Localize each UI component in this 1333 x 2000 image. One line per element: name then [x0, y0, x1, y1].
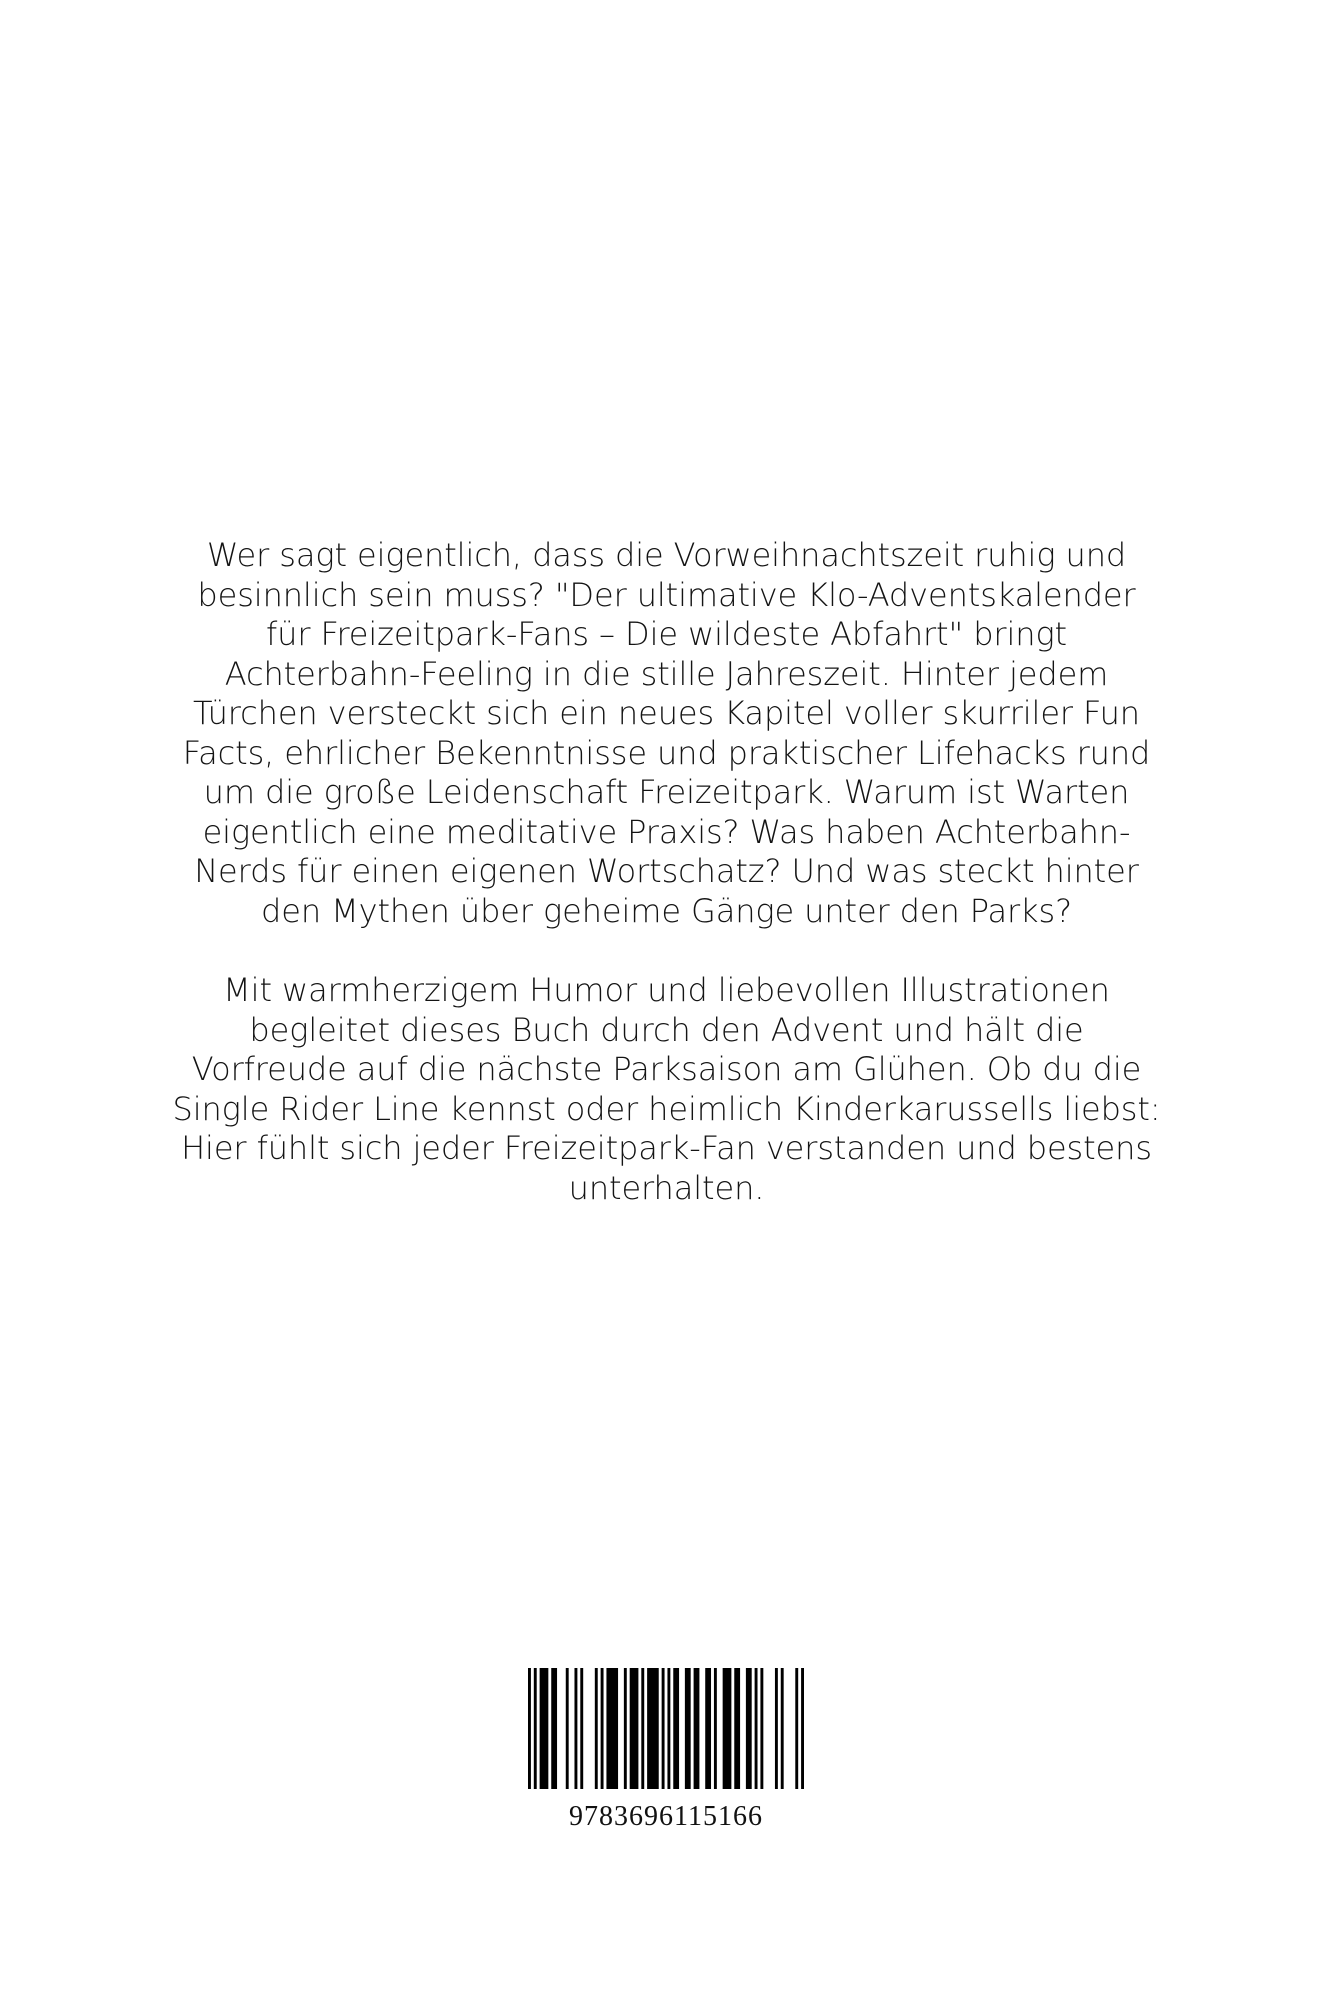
barcode-bar — [606, 1668, 618, 1789]
barcode-bar — [551, 1668, 557, 1789]
barcode-bar — [714, 1668, 717, 1789]
blurb-line: Mit warmherzigem Humor und liebevollen Illustrationen — [223, 971, 1110, 1009]
barcode-bar — [601, 1668, 604, 1789]
blurb-paragraph-1 — [150, 536, 1183, 931]
barcode-bar — [755, 1668, 758, 1789]
blurb-line: eigentlich eine meditative Praxis? Was haben Achterbahn- — [202, 812, 1131, 851]
blurb-line: Hier fühlt sich jeder Freizeitpark-Fan verstanden und bestens — [181, 1129, 1152, 1167]
barcode-bar — [528, 1668, 531, 1789]
barcode-bar — [685, 1668, 691, 1789]
barcode-bar — [760, 1668, 763, 1789]
barcode-bar — [734, 1668, 740, 1789]
barcode-bar — [694, 1668, 700, 1789]
blurb-line: Facts, ehrlicher Bekenntnisse und praktischer Lifehacks rund — [182, 733, 1151, 772]
barcode-bar — [534, 1668, 537, 1789]
blurb-line: Vorfreude auf die nächste Parksaison am Glühen. Ob du die — [191, 1050, 1142, 1088]
blurb-paragraph-2 — [150, 971, 1183, 1208]
barcode-bar — [667, 1668, 670, 1789]
barcode-bar — [705, 1668, 711, 1789]
barcode-bar — [630, 1668, 639, 1789]
barcode-bar — [775, 1668, 778, 1789]
barcode-bar — [795, 1668, 798, 1789]
barcode-bars — [528, 1668, 804, 1789]
blurb-line: begleitet dieses Buch durch den Advent und hält die — [249, 1010, 1084, 1049]
blurb-line: Nerds für einen eigenen Wortschatz? Und was steckt hinter — [194, 852, 1139, 890]
blurb-line: unterhalten. — [568, 1168, 765, 1207]
barcode-bar — [574, 1668, 577, 1789]
barcode-bar — [673, 1668, 679, 1789]
barcode-bar — [801, 1668, 804, 1789]
blurb-line: Single Rider Line kennst oder heimlich Kinderkarussells liebst: — [172, 1089, 1161, 1128]
barcode — [528, 1668, 804, 1833]
barcode-bar — [746, 1668, 752, 1789]
barcode-bar — [566, 1668, 569, 1789]
blurb-line: Türchen versteckt sich ein neues Kapitel voller skurriler Fun — [193, 694, 1140, 732]
barcode-bar — [723, 1668, 732, 1789]
barcode-bar — [595, 1668, 598, 1789]
barcode-bar — [540, 1668, 549, 1789]
barcode-bar — [781, 1668, 784, 1789]
blurb-line: Wer sagt eigentlich, dass die Vorweihnachtszeit ruhig und — [206, 536, 1127, 574]
blurb-line: um die große Leidenschaft Freizeitpark. Warum ist Warten — [203, 773, 1130, 811]
blurb-line: Achterbahn-Feeling in die stille Jahreszeit. Hinter jedem — [224, 654, 1109, 693]
barcode-bar — [624, 1668, 627, 1789]
barcode-bar — [580, 1668, 583, 1789]
barcode-number: 9783696115166 — [569, 1801, 763, 1832]
barcode-bar — [662, 1668, 665, 1789]
blurb-line: für Freizeitpark-Fans – Die wildeste Abfahrt" bringt — [265, 615, 1067, 653]
barcode-bar — [641, 1668, 644, 1789]
barcode-bar — [647, 1668, 659, 1789]
blurb-line: den Mythen über geheime Gänge unter den Parks? — [261, 891, 1072, 930]
blurb-line: besinnlich sein muss? "Der ultimative Klo-Adventskalender — [197, 575, 1136, 614]
blurb — [150, 536, 1183, 1208]
